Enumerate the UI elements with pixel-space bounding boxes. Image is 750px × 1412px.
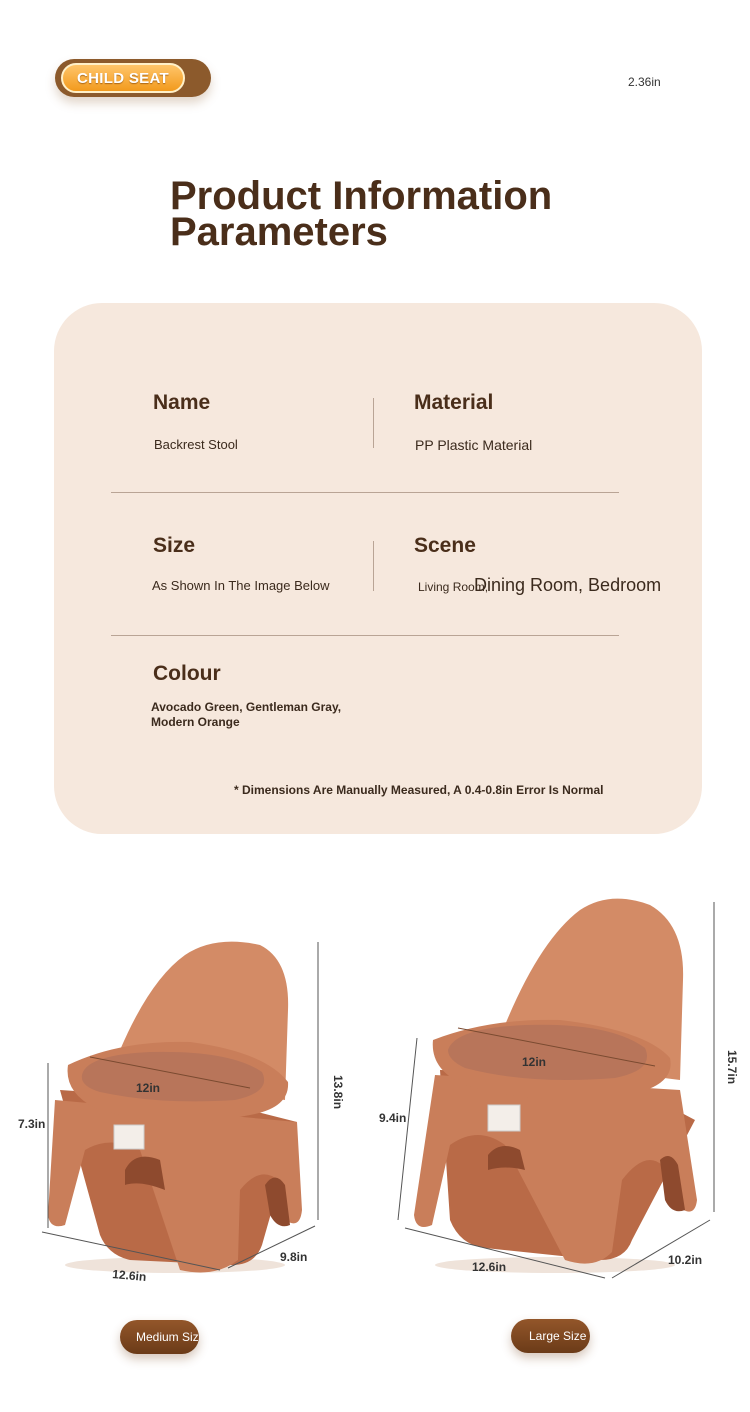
large-height-label: 15.7in: [725, 1050, 739, 1085]
measurement-note: * Dimensions Are Manually Measured, A 0.4-0.8in Error Is Normal: [234, 783, 604, 797]
medium-seat-height-label: 7.3in: [18, 1117, 46, 1131]
size-label: Size: [153, 534, 196, 557]
size-value: As Shown In The Image Below: [152, 578, 330, 593]
large-depth-label: 10.2in: [668, 1253, 703, 1267]
product-info-card: [54, 303, 702, 834]
colour-label: Colour: [153, 662, 221, 685]
chair-illustrations: [0, 860, 750, 1300]
colour-value-line-2: Modern Orange: [151, 715, 240, 729]
medium-depth-label: 9.8in: [280, 1250, 308, 1264]
title-line-1: Product Information: [170, 174, 553, 218]
medium-size-pill: [120, 1320, 199, 1354]
medium-chair: [18, 942, 345, 1284]
medium-width-label: 12.6in: [111, 1267, 147, 1284]
colour-value-line-1: Avocado Green, Gentleman Gray,: [151, 700, 342, 714]
child-seat-label: CHILD SEAT: [61, 63, 185, 93]
large-seat-height-label: 9.4in: [379, 1111, 407, 1125]
name-label: Name: [153, 391, 211, 414]
child-seat-badge: [55, 59, 211, 97]
divider-horizontal-2: [111, 635, 619, 636]
divider-vertical-1: [373, 398, 374, 448]
large-size-pill: [511, 1319, 590, 1353]
page-title: [170, 174, 590, 254]
scene-value-small: Living Room,: [418, 580, 489, 594]
medium-size-label: Medium Siz: [136, 1330, 199, 1344]
large-size-label: Large Size: [529, 1329, 587, 1343]
material-value: PP Plastic Material: [415, 437, 533, 453]
medium-seat-width-label: 12in: [135, 1081, 161, 1095]
medium-height-label: 13.8in: [331, 1075, 345, 1110]
top-dimension-label: 2.36in: [628, 75, 661, 89]
large-chair: [379, 899, 739, 1278]
large-seat-width-label: 12in: [521, 1055, 547, 1069]
title-line-2: Parameters: [170, 210, 388, 254]
scene-label: Scene: [414, 534, 476, 557]
divider-horizontal-1: [111, 492, 619, 493]
material-label: Material: [414, 391, 494, 414]
large-width-label: 12.6in: [472, 1260, 507, 1274]
scene-value-large: Dining Room, Bedroom: [474, 575, 662, 595]
divider-vertical-2: [373, 541, 374, 591]
name-value: Backrest Stool: [154, 437, 238, 452]
